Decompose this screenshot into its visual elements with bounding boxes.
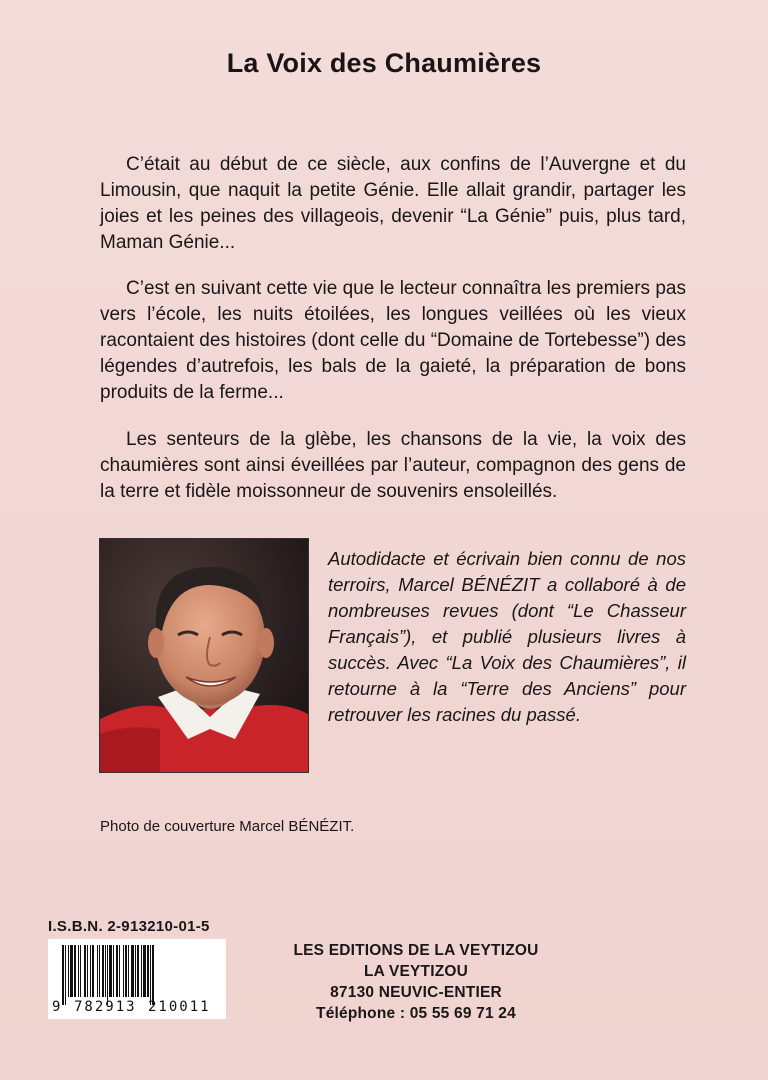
author-bio: Autodidacte et écrivain bien connu de nos terroirs, Marcel BÉNÉZIT a collaboré à de nombreuses revues (dont “Le Chasseur Français”), et publié plusieurs livres à succès. Avec “La Voix des Chaumières”, il retourne à la “Terre des Anciens” pour retrouver les racines du passé. xyxy=(328,548,686,725)
barcode-bar xyxy=(99,945,100,997)
barcode-left-group: 782913 xyxy=(74,999,137,1015)
barcode-bar xyxy=(116,945,118,997)
barcode-bar xyxy=(147,945,149,997)
barcode-bar xyxy=(78,945,79,997)
barcode-bar xyxy=(109,945,112,997)
barcode-bar xyxy=(87,945,88,997)
barcode-bar xyxy=(119,945,120,997)
book-title: La Voix des Chaumières xyxy=(226,48,542,78)
barcode-bar xyxy=(125,945,127,997)
publisher-phone: Téléphone : 05 55 69 71 24 xyxy=(316,1005,516,1022)
barcode-bar xyxy=(123,945,124,997)
barcode-bar xyxy=(152,945,154,1005)
barcode-bar xyxy=(90,945,91,997)
barcode-bar xyxy=(97,945,98,997)
barcode-right-group: 210011 xyxy=(148,999,211,1015)
photo-credit: Photo de couverture Marcel BÉNÉZIT. xyxy=(100,818,355,835)
publisher-name: LES EDITIONS DE LA VEYTIZOU xyxy=(293,942,539,959)
barcode-bar xyxy=(137,945,139,997)
barcode-bar xyxy=(84,945,86,997)
author-photo xyxy=(100,539,308,772)
barcode-bar xyxy=(128,945,129,997)
barcode-bar xyxy=(102,945,104,997)
blurb-paragraph: C’était au début de ce siècle, aux confins de l’Auvergne et du Limousin, que naquit la petite Génie. Elle allait grandir, partager les joies et les peines des villageois, devenir “La Génie” puis, plus tard, Maman Génie... xyxy=(100,154,686,253)
barcode-bar xyxy=(135,945,136,997)
barcode-bar xyxy=(131,945,134,997)
barcode-bar xyxy=(74,945,76,997)
publisher-place: LA VEYTIZOU xyxy=(363,963,469,980)
barcode-bar xyxy=(150,945,151,1005)
barcode-lead-digit: 9 xyxy=(52,999,61,1015)
barcode-bar xyxy=(80,945,81,997)
blurb-paragraph: C’est en suivant cette vie que le lecteur connaîtra les premiers pas vers l’école, les nuits étoilées, les longues veillées où les vieux racontaient des histoires (dont celle du “Domaine de Tortebesse”) des légendes d’autrefois, les bals de la gaieté, la préparation de bons produits de la ferme... xyxy=(100,278,686,403)
isbn-number: I.S.B.N. 2-913210-01-5 xyxy=(48,918,210,935)
barcode-bar xyxy=(113,945,114,997)
barcode-bar xyxy=(68,945,69,997)
barcode-bar xyxy=(62,945,64,1005)
publisher-address: 87130 NEUVIC-ENTIER xyxy=(330,984,502,1001)
barcode-bar xyxy=(92,945,94,997)
barcode-bar xyxy=(70,945,73,997)
barcode-bar xyxy=(107,945,108,1005)
barcode-bar xyxy=(105,945,106,997)
publisher-block xyxy=(276,940,556,1024)
barcode-bar xyxy=(65,945,66,1005)
barcode-bar xyxy=(143,945,146,997)
barcode-bar xyxy=(141,945,142,997)
blurb-paragraph: Les senteurs de la glèbe, les chansons de la vie, la voix des chaumières sont ainsi éveillées par l’auteur, compagnon des gens de la terre et fidèle moissonneur de souvenirs ensoleillés. xyxy=(100,429,686,502)
ean-barcode xyxy=(48,939,226,1019)
